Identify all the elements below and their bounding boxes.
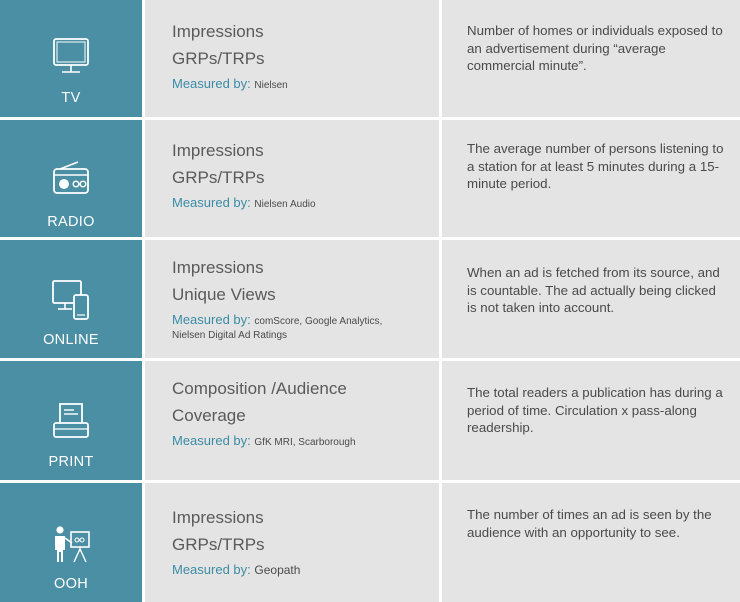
measured-by (172, 562, 300, 578)
measured-by-value: GfK MRI, Scarborough (254, 437, 356, 448)
metric-list (172, 258, 382, 342)
metric-name: Unique Views (172, 285, 276, 304)
measured-by-label: Measured by: (172, 312, 251, 327)
metric-name: Composition /Audience (172, 379, 347, 398)
measured-by-label: Measured by: (172, 562, 251, 577)
measured-by (172, 195, 316, 212)
media-label: PRINT (48, 454, 94, 470)
description-text: The number of times an ad is seen by the audience with an opportunity to see. (467, 507, 712, 540)
tv-icon (51, 36, 91, 83)
media-cell-ooh (0, 483, 142, 602)
description-cell-print (442, 361, 740, 480)
measured-by (172, 312, 382, 329)
table-row-radio (0, 120, 740, 237)
media-cell-radio (0, 120, 142, 237)
measured-by-value: Nielsen (254, 80, 288, 91)
metric-cell-online (145, 240, 439, 358)
measured-by-value: Geopath (254, 563, 301, 577)
table-row-ooh (0, 483, 740, 602)
measured-by-value: comScore, Google Analytics, (254, 316, 383, 327)
metric-name: Impressions (172, 258, 264, 277)
billboard-presenter-icon (50, 525, 92, 570)
metric-cell-ooh (145, 483, 439, 602)
measured-by (172, 76, 288, 93)
metric-list (172, 508, 300, 578)
media-label: ONLINE (43, 332, 99, 348)
table-row-online (0, 240, 740, 358)
metric-list (172, 22, 288, 93)
table-row-tv (0, 0, 740, 117)
media-label: OOH (54, 576, 88, 592)
description-text: The total readers a publication has during a period of time. Circulation x pass-along readership. (467, 385, 723, 435)
media-cell-print (0, 361, 142, 480)
metric-name: GRPs/TRPs (172, 168, 265, 187)
media-label: RADIO (47, 214, 95, 230)
measured-by-label: Measured by: (172, 76, 251, 91)
metric-name: Coverage (172, 406, 246, 425)
metric-cell-print (145, 361, 439, 480)
metric-cell-tv (145, 0, 439, 117)
description-cell-radio (442, 120, 740, 237)
radio-icon (51, 160, 91, 201)
description-cell-online (442, 240, 740, 358)
description-text: When an ad is fetched from its source, and is countable. The ad actually being clicked is not taken into account. (467, 265, 720, 315)
measured-by-label: Measured by: (172, 195, 251, 210)
metric-name: Impressions (172, 22, 264, 41)
metric-list (172, 379, 356, 450)
metric-cell-radio (145, 120, 439, 237)
table-row-print (0, 361, 740, 480)
media-cell-tv (0, 0, 142, 117)
computer-phone-icon (50, 278, 92, 327)
description-cell-tv (442, 0, 740, 117)
printer-icon (51, 401, 91, 446)
metric-name: GRPs/TRPs (172, 535, 265, 554)
measured-by (172, 433, 356, 450)
metric-name: Impressions (172, 141, 264, 160)
measured-by-value-continued: Nielsen Digital Ad Ratings (172, 330, 288, 341)
description-text: The average number of persons listening to a station for at least 5 minutes during a 15-minute period. (467, 141, 724, 191)
description-text: Number of homes or individuals exposed to an advertisement during “average commercial minute”. (467, 23, 723, 73)
measured-by-value: Nielsen Audio (254, 199, 316, 210)
metric-name: GRPs/TRPs (172, 49, 265, 68)
metric-list (172, 141, 316, 212)
measured-by-label: Measured by: (172, 433, 251, 448)
metric-name: Impressions (172, 508, 264, 527)
description-cell-ooh (442, 483, 740, 602)
media-label: TV (61, 90, 81, 106)
media-cell-online (0, 240, 142, 358)
